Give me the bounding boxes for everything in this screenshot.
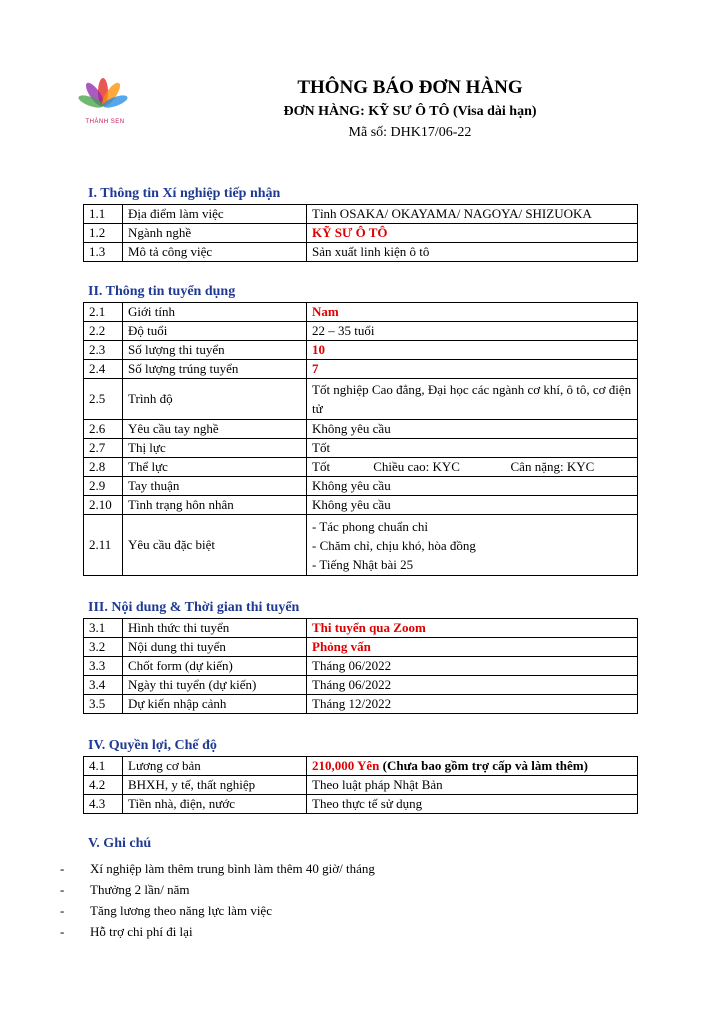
row-label: Thể lực — [123, 458, 307, 477]
salary-note: (Chưa bao gồm trợ cấp và làm thêm) — [379, 758, 588, 773]
row-value-physical — [307, 458, 638, 477]
table-row — [84, 458, 638, 477]
table-row — [84, 776, 638, 795]
row-label: BHXH, y tế, thất nghiệp — [123, 776, 307, 795]
row-label: Yêu cầu tay nghề — [123, 420, 307, 439]
row-value: 7 — [307, 360, 638, 379]
row-label: Mô tả công việc — [123, 243, 307, 262]
bullet: - — [60, 903, 65, 918]
row-number: 2.11 — [84, 515, 123, 576]
row-value-salary — [307, 757, 638, 776]
note-text: Hỗ trợ chi phí đi lại — [90, 924, 193, 939]
section-2-table — [83, 302, 638, 576]
row-value-special — [307, 515, 638, 576]
salary-amount: 210,000 Yên — [312, 758, 380, 773]
table-row — [84, 515, 638, 576]
table-row — [84, 205, 638, 224]
row-label: Tiền nhà, điện, nước — [123, 795, 307, 814]
document-title: THÔNG BÁO ĐƠN HÀNG — [297, 77, 523, 98]
row-label: Chốt form (dự kiến) — [123, 657, 307, 676]
notes-list — [60, 858, 660, 942]
row-value: Nam — [307, 303, 638, 322]
row-value: Theo thực tế sử dụng — [307, 795, 638, 814]
row-label: Nội dung thi tuyển — [123, 638, 307, 657]
document-code: Mã số: DHK17/06-22 — [348, 125, 472, 140]
row-value: KỸ SƯ Ô TÔ — [307, 224, 638, 243]
table-row — [84, 322, 638, 341]
row-label: Độ tuổi — [123, 322, 307, 341]
table-row — [84, 243, 638, 262]
table-row — [84, 657, 638, 676]
table-row — [84, 795, 638, 814]
row-number: 4.1 — [84, 757, 123, 776]
note-text: Xí nghiệp làm thêm trung bình làm thêm 40 giờ/ tháng — [90, 861, 375, 876]
section-2-title: II. Thông tin tuyển dụng — [88, 284, 236, 299]
table-row — [84, 439, 638, 458]
row-number: 2.3 — [84, 341, 123, 360]
special-requirement-line: - Chăm chỉ, chịu khó, hòa đồng — [312, 537, 476, 553]
table-row — [84, 619, 638, 638]
row-value: 22 – 35 tuổi — [307, 322, 638, 341]
height-requirement: Chiều cao: KYC — [373, 459, 460, 474]
row-label: Số lượng trúng tuyển — [123, 360, 307, 379]
table-row — [84, 360, 638, 379]
row-value: Tốt — [307, 439, 638, 458]
row-value: Tỉnh OSAKA/ OKAYAMA/ NAGOYA/ SHIZUOKA — [307, 205, 638, 224]
row-value: Tháng 06/2022 — [307, 676, 638, 695]
row-value: Không yêu cầu — [307, 496, 638, 515]
section-1-table — [83, 204, 638, 262]
section-4-title: IV. Quyền lợi, Chế độ — [88, 738, 217, 753]
list-item — [60, 879, 660, 900]
row-label: Địa điểm làm việc — [123, 205, 307, 224]
row-number: 2.7 — [84, 439, 123, 458]
row-value: 10 — [307, 341, 638, 360]
section-1-title: I. Thông tin Xí nghiệp tiếp nhận — [88, 186, 281, 201]
row-value: Tốt nghiệp Cao đẳng, Đại học các ngành cơ khí, ô tô, cơ điện tử — [307, 379, 638, 420]
table-row — [84, 676, 638, 695]
row-number: 1.3 — [84, 243, 123, 262]
section-4-table — [83, 756, 638, 814]
row-number: 4.3 — [84, 795, 123, 814]
row-label: Số lượng thi tuyển — [123, 341, 307, 360]
row-number: 2.1 — [84, 303, 123, 322]
row-value: Phỏng vấn — [307, 638, 638, 657]
row-number: 2.10 — [84, 496, 123, 515]
row-number: 3.4 — [84, 676, 123, 695]
table-row — [84, 496, 638, 515]
row-value: Theo luật pháp Nhật Bản — [307, 776, 638, 795]
row-number: 2.5 — [84, 379, 123, 420]
row-value: Không yêu cầu — [307, 477, 638, 496]
note-text: Tăng lương theo năng lực làm việc — [90, 903, 272, 918]
table-row — [84, 695, 638, 714]
table-row — [84, 224, 638, 243]
row-number: 3.1 — [84, 619, 123, 638]
section-5-title: V. Ghi chú — [88, 836, 152, 851]
document-subtitle: ĐƠN HÀNG: KỸ SƯ Ô TÔ (Visa dài hạn) — [283, 104, 537, 119]
section-3-title: III. Nội dung & Thời gian thi tuyển — [88, 600, 300, 615]
table-row — [84, 341, 638, 360]
logo-text: THÀNH SEN — [85, 119, 125, 125]
list-item — [60, 900, 660, 921]
special-requirement-line: - Tác phong chuẩn chỉ — [312, 518, 428, 534]
row-number: 2.8 — [84, 458, 123, 477]
row-label: Yêu cầu đặc biệt — [123, 515, 307, 576]
row-value: Thi tuyển qua Zoom — [307, 619, 638, 638]
bullet: - — [60, 924, 65, 939]
row-number: 4.2 — [84, 776, 123, 795]
special-requirement-line: - Tiếng Nhật bài 25 — [312, 556, 414, 572]
note-text: Thưởng 2 lần/ năm — [90, 882, 190, 897]
table-row — [84, 379, 638, 420]
row-number: 3.3 — [84, 657, 123, 676]
row-label: Hình thức thi tuyển — [123, 619, 307, 638]
row-label: Tình trạng hôn nhân — [123, 496, 307, 515]
row-label: Dự kiến nhập cảnh — [123, 695, 307, 714]
row-value: Sản xuất linh kiện ô tô — [307, 243, 638, 262]
physical-value: Tốt — [312, 459, 331, 474]
table-row — [84, 638, 638, 657]
row-label: Ngành nghề — [123, 224, 307, 243]
list-item — [60, 921, 660, 942]
row-number: 2.2 — [84, 322, 123, 341]
row-label: Trình độ — [123, 379, 307, 420]
row-number: 2.6 — [84, 420, 123, 439]
row-value: Không yêu cầu — [307, 420, 638, 439]
row-number: 2.9 — [84, 477, 123, 496]
bullet: - — [60, 861, 65, 876]
section-3-table — [83, 618, 638, 714]
row-number: 2.4 — [84, 360, 123, 379]
row-label: Lương cơ bản — [123, 757, 307, 776]
table-row — [84, 420, 638, 439]
row-number: 3.2 — [84, 638, 123, 657]
row-number: 3.5 — [84, 695, 123, 714]
row-number: 1.2 — [84, 224, 123, 243]
bullet: - — [60, 882, 65, 897]
table-row — [84, 757, 638, 776]
weight-requirement: Cân nặng: KYC — [510, 459, 595, 474]
table-row — [84, 303, 638, 322]
row-label: Tay thuận — [123, 477, 307, 496]
row-label: Giới tính — [123, 303, 307, 322]
row-label: Ngày thi tuyển (dự kiến) — [123, 676, 307, 695]
row-value: Tháng 12/2022 — [307, 695, 638, 714]
document-header — [220, 76, 600, 142]
row-label: Thị lực — [123, 439, 307, 458]
table-row — [84, 477, 638, 496]
row-number: 1.1 — [84, 205, 123, 224]
row-value: Tháng 06/2022 — [307, 657, 638, 676]
list-item — [60, 858, 660, 879]
